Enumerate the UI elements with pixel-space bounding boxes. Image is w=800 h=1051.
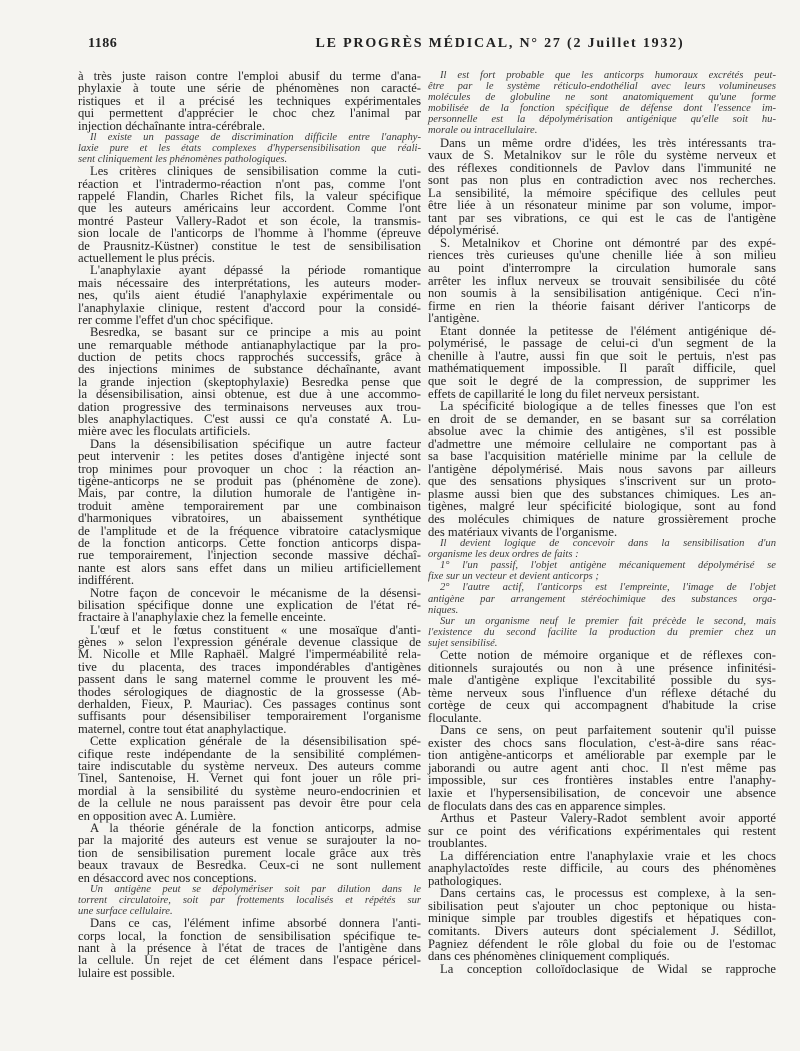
paragraph <box>78 70 421 132</box>
text-line: beaux travaux de Besredka. Ceux-ci ne sont nullement <box>78 858 421 873</box>
text-line: jaborandi ou autre agent anti choc. Il n'est même pas <box>428 760 776 775</box>
text-line: Pagniez défendent le rôle global du foie ou de l'estomac <box>428 936 776 951</box>
text-line: mobilisée de la fonction spécifique de défense dont l'essence im- <box>428 103 776 115</box>
text-line: sur ce point des vérifications expérimentales qui restent <box>428 823 776 838</box>
text-line: de la fonction anticorps. Cette fonction anticorps dispa- <box>78 535 421 550</box>
paragraph <box>428 887 776 962</box>
running-head: LE PROGRÈS MÉDICAL, N° 27 (2 Juillet 1932) <box>315 36 685 51</box>
text-line: injection déchaînante intra-cérébrale. <box>78 118 266 133</box>
text-line: la grande injection (skeptophylaxie) Besredka pense que <box>78 374 421 389</box>
text-line: niques. <box>428 604 459 616</box>
text-line: vaux de S. Metalnikov sur le rôle du système nerveux et <box>428 148 776 163</box>
right-column <box>428 70 776 975</box>
text-line: tion antigène-anticorps et améliorable par exemple par le <box>428 748 776 763</box>
left-column <box>78 70 421 979</box>
paragraph <box>428 724 776 812</box>
text-line: exister des chocs sans floculation, c'est-à-dire sans réac- <box>428 735 776 750</box>
paragraph <box>428 649 776 724</box>
text-line: la désensibilisation, ainsi obtenue, est due à une accommo- <box>78 387 421 402</box>
text-line: antigène par arrangement stéréochimique des substances orga- <box>428 593 776 605</box>
text-line: fixe sur un vecteur et devient anticorps ; <box>428 571 599 583</box>
paragraph <box>78 165 421 264</box>
text-line: maternel, contre tout état anaphylactique. <box>78 721 287 736</box>
text-line: Notre façon de concevoir le mécanisme de la désensi- <box>90 585 421 600</box>
paragraph <box>78 587 421 624</box>
text-line: qui permettent d'apprécier le choc chez l'animal par <box>78 106 421 121</box>
text-line: organisme les deux ordres de faits : <box>428 549 579 561</box>
text-line: taire indiscutable du système nerveux. Des auteurs comme <box>78 758 421 773</box>
text-line: tion de sensibilisation purement locale grâce aux très <box>78 845 421 860</box>
text-line: M. Nicolle et Mlle Raphaël. Malgré l'imperméabilité rela- <box>78 647 421 662</box>
text-line: des injections minimes de substance déchaînante, avant <box>78 362 421 377</box>
text-line: actuellement le plus précis. <box>78 250 216 265</box>
text-line: minique simple par troubles digestifs et hépatiques con- <box>428 911 776 926</box>
text-line: La conception colloïdoclasique de Widal se rapproche <box>440 961 776 976</box>
text-line: Il devient logique de concevoir dans la sensibilisation d'un <box>440 538 776 550</box>
text-line: mais nécessaire des interprétations, les auteurs moder- <box>78 275 421 290</box>
text-line: sujet sensibilisé. <box>428 637 498 649</box>
text-line: sont pas non plus en contradiction avec nos recherches. <box>428 173 776 188</box>
text-line: arrêter les influx nerveux se trouvait sensibilisée du côté <box>428 273 776 288</box>
text-line: réaction et l'intradermo-réaction n'ont pas, comme l'ont <box>78 176 421 191</box>
paragraph <box>428 400 776 538</box>
text-line: mordial à la sensibilité du système neuro-endocrinien et <box>78 783 421 798</box>
text-line: nant à la présence à l'état de traces de l'antigène dans <box>78 940 421 955</box>
text-line: gènes » selon l'expression générale devenue classique de <box>78 635 421 650</box>
text-line: dation progressive des terminaisons nerveuses aux trou- <box>78 399 421 414</box>
text-line: cortège de ceux qui accompagnent d'habitude la crise <box>428 698 776 713</box>
text-line: à très juste raison contre l'emploi abusif du terme d'ana- <box>78 69 421 83</box>
text-line: firme en rien la théorie faisant dériver l'anticorps de <box>428 298 776 313</box>
text-line: Dans la désensibilisation spécifique un autre facteur <box>90 436 421 451</box>
text-line: ditionnels surajoutés ou non à une présence infinitési- <box>428 660 776 675</box>
text-line: Un antigène peut se dépolymériser soit par dilution dans le <box>90 883 421 895</box>
text-line: l'antigène dépolymérisé. Mais nous savons par ailleurs <box>428 461 776 476</box>
text-line: en désaccord avec nos conceptions. <box>78 870 257 885</box>
text-line: cifique reste indépendante de la sensibilité complémen- <box>78 746 421 761</box>
text-line: que les auteurs américains leur accordent. Comme l'ont <box>78 201 421 216</box>
text-line: L'anaphylaxie ayant dépassé la période romantique <box>90 263 421 278</box>
paragraph <box>428 237 776 325</box>
italic-paragraph <box>428 70 776 137</box>
paragraph <box>78 735 421 822</box>
text-line: des molécules chimiques de nature grossièrement proche <box>428 511 776 526</box>
paragraph <box>428 850 776 888</box>
paragraph <box>78 264 421 326</box>
text-line: S. Metalnikov et Chorine ont démontré par des expé- <box>440 235 776 250</box>
italic-paragraph <box>78 884 421 917</box>
text-line: morale ou intracellulaire. <box>428 125 538 137</box>
italic-paragraph <box>428 560 776 582</box>
text-line: bilisation spécifique donne une explication de l'état ré- <box>78 597 421 612</box>
text-line: rappelé Flandin, Charles Richet fils, la valeur spécifique <box>78 189 421 204</box>
text-line: effets de capillarité le long du filet nerveux persistant. <box>428 386 700 401</box>
text-line: Tinel, Santenoise, H. Vernet qui font jouer un rôle pri- <box>78 771 421 786</box>
text-line: une surface cellulaire. <box>78 906 173 918</box>
text-line: tigènes, malgré leur spécificité biologique, sont au fond <box>428 499 776 514</box>
text-line: ristiques et il a précisé les techniques expérimentales <box>78 93 421 108</box>
text-line: mière avec les floculats artificiels. <box>78 424 251 439</box>
text-line: en opposition avec A. Lumière. <box>78 808 237 823</box>
italic-paragraph <box>428 538 776 560</box>
text-line: polymérisé, le passage de celui-ci d'un segment de la <box>428 336 776 351</box>
text-line: torrent circulatoire, soit par frottements localisés et répétés sur <box>78 894 421 906</box>
text-line: anaphylactoïdes reste difficile, au cours des phénomènes <box>428 861 776 876</box>
text-line: Il est fort probable que les anticorps humoraux excrétés peut- <box>440 70 776 81</box>
text-line: Dans un même ordre d'idées, les très intéressants tra- <box>440 135 776 150</box>
text-line: Etant donnée la petitesse de l'élément antigénique dé- <box>440 323 776 338</box>
text-line: la cellule. Un rejet de cet élément dans l'espace péricel- <box>78 953 421 968</box>
text-line: Dans ce sens, on peut parfaitement soutenir qu'il puisse <box>440 723 776 738</box>
text-line: d'admettre une mémoire cellulaire ne comportant pas à <box>428 436 776 451</box>
text-line: l'anaphylaxie clinique, restent d'accord pour la considé- <box>78 300 421 315</box>
paragraph <box>78 624 421 736</box>
text-line: duction de petits chocs rapprochés successifs, grâce à <box>78 350 421 365</box>
text-line: nes, qu'ils aient étudié l'anaphylaxie expérimentale ou <box>78 288 421 303</box>
text-line: molécules de globuline ne sont anatomiquement qu'une forme <box>428 92 776 104</box>
text-line: fractaire à l'anaphylaxie chez la femelle enceinte. <box>78 610 327 625</box>
paragraph <box>428 325 776 400</box>
text-line: riences très curieuses qu'une chenille liée à son milieu <box>428 248 776 263</box>
text-line: tème nerveux sous l'influence d'un réflexe détaché du <box>428 685 776 700</box>
text-line: floculante. <box>428 710 482 725</box>
paragraph <box>428 963 776 976</box>
text-line: La différenciation entre l'anaphylaxie vraie et les chocs <box>440 848 776 863</box>
text-line: derhalden, Fieux, P. Mauriac). Ces passages continus sont <box>78 697 421 712</box>
text-line: Dans ce cas, l'élément infime absorbé donnera l'anti- <box>90 916 421 931</box>
italic-paragraph <box>428 582 776 615</box>
text-line: thodes sérologiques de diagnostic de la grossesse (Ab- <box>78 684 421 699</box>
text-line: l'existence du second facilite la production du premier chez un <box>428 626 776 638</box>
text-line: par la majorité des auteurs est venue se surajouter la no- <box>78 833 421 848</box>
text-line: d'harmoniques vibratoires, un abaissement synthétique <box>78 511 421 526</box>
paragraph <box>78 822 421 884</box>
text-line: Besredka, se basant sur ce principe a mis au point <box>90 325 421 340</box>
text-line: de l'amplitude et de la fréquence vibratoire cataclysmique <box>78 523 421 538</box>
text-line: absolue avec la chimie des antigènes, s'il est possible <box>428 424 776 439</box>
text-line: pathologiques. <box>428 873 502 888</box>
paragraph <box>428 812 776 850</box>
text-line: rer comme l'effet d'un choc spécifique. <box>78 312 274 327</box>
text-line: A la théorie générale de la fonction anticorps, admise <box>90 820 421 835</box>
text-line: Cette notion de mémoire organique et de réflexes con- <box>440 648 776 662</box>
text-line: nante est alors sans effet dans un milieu artificiellement <box>78 560 421 575</box>
text-line: des matériaux vivants de l'organisme. <box>428 524 618 539</box>
text-line: une remarquable méthode antianaphylactique par la pro- <box>78 337 421 352</box>
text-line: en droit de se demander, en se basant sur sa corrélation <box>428 411 776 426</box>
text-line: tant par ses vibrations, ce qui est le cas de l'antigène <box>428 210 776 225</box>
text-line: 1° l'un passif, l'objet antigène mécaniquement dépolymérisé se <box>440 560 776 572</box>
text-line: que soit le degré de la compression, de supprimer les <box>428 373 776 388</box>
text-line: de floculats dans des cas en apparence simples. <box>428 798 666 813</box>
text-line: indifférent. <box>78 573 135 588</box>
text-line: Dans certains cas, le processus est complexe, à la sen- <box>440 886 776 901</box>
text-line: Arthus et Pasteur Valery-Radot semblent avoir apporté <box>440 811 776 826</box>
text-line: troduit amène temporairement par une combinaison <box>78 498 421 513</box>
text-line: tigène-anticorps ne se produit pas (phénomène de zone). <box>78 474 421 488</box>
text-line: male d'antigène explique l'excitabilité possible du sys- <box>428 673 776 688</box>
text-line: bles anaphylactiques. C'est aussi ce qu'a constaté A. Lu- <box>78 412 421 427</box>
text-line: sion locale de l'anticorps de l'homme à l'homme (épreuve <box>78 226 421 241</box>
text-line: phylaxie à toute une série de phénomènes non caracté- <box>78 81 421 96</box>
text-line: rue temporairement, l'injection seconde massive déchaî- <box>78 548 421 563</box>
text-line: Sur un organisme neuf le premier fait précède le second, mais <box>440 615 776 627</box>
text-line: tive du placenta, des traces impondérables d'antigènes <box>78 659 421 674</box>
text-line: sent cliniquement les phénomènes pathologiques. <box>78 154 288 166</box>
text-line: Mais, par contre, la dilution humorale de l'antigène in- <box>78 486 421 501</box>
text-line: suffisants pour désensibiliser temporairement l'organisme <box>78 709 421 724</box>
text-line: laxie et l'hypersensibilisation, de concevoir une absence <box>428 786 776 801</box>
text-line: laxie pure et les états complexes d'hypersensibilisation que réali- <box>78 143 421 155</box>
text-line: de la cellule ne nous paraissent pas devoir être pour cela <box>78 796 421 811</box>
text-line: trop minimes pour provoquer un choc : la réaction an- <box>78 461 421 476</box>
text-line: 2° l'autre actif, l'anticorps est l'empreinte, l'image de l'objet <box>440 582 776 594</box>
text-line: de Prausnitz-Küstner) constitue le test de sensibilisation <box>78 238 421 253</box>
text-line: Cette explication générale de la désensibilisation spé- <box>90 734 421 749</box>
text-line: sa base l'acquisition matérielle minime par la cellule de <box>428 449 776 464</box>
text-line: La sensibilité, la mémoire spécifique des cellules peut <box>428 185 776 200</box>
text-line: personnelle est la dépolymérisation antigénique qu'elle soit hu- <box>428 114 776 126</box>
text-line: sibilisation peut s'ajouter un choc peptonique ou hista- <box>428 898 776 913</box>
text-line: non soumis à la sensibilisation antigénique. Ceci n'in- <box>428 286 776 301</box>
paragraph <box>428 137 776 237</box>
text-line: dans ces phénomènes cliniquement compliqués. <box>428 949 670 964</box>
text-line: peut intervenir : les petites doses d'antigène injecté sont <box>78 449 421 464</box>
paragraph <box>78 917 421 979</box>
text-line: dépolymérisé. <box>428 223 499 238</box>
text-line: comitants. Divers auteurs dont spécialement J. Sédillot, <box>428 924 776 939</box>
text-line: lulaire est possible. <box>78 965 175 980</box>
paragraph <box>78 326 421 438</box>
text-line: L'œuf et le fœtus constituent « une mosaïque d'anti- <box>90 622 421 637</box>
text-line: Il existe un passage de discrimination difficile entre l'anaphy- <box>90 131 421 143</box>
text-line: que des sensations physiques s'inscrivent sur un proto- <box>428 474 776 489</box>
text-line: plasme aussi bien que des substances chimiques. Les an- <box>428 486 776 501</box>
italic-paragraph <box>428 616 776 649</box>
text-line: La spécificité biologique a de telles finesses que l'on est <box>440 399 776 414</box>
text-line: l'antigène. <box>428 311 480 326</box>
italic-paragraph <box>78 132 421 165</box>
text-line: impossible, sur ces frontières instables entre l'anaphy- <box>428 773 776 788</box>
text-line: corps local, la fonction de sensibilisation spécifique te- <box>78 928 421 943</box>
text-line: être liée à un résonateur minime par son volume, impor- <box>428 198 776 213</box>
text-line: montré Pasteur Vallery-Radot et son école, la transmis- <box>78 213 421 228</box>
paragraph <box>78 438 421 587</box>
text-line: chenille à l'autre, aussi fin que soit le pertuis, n'est pas <box>428 348 776 363</box>
text-line: des réflexes conditionnels de Pavlov dans l'immunité ne <box>428 160 776 175</box>
text-line: passent dans le sang maternel comme le prouvent les mé- <box>78 672 421 687</box>
text-line: Les critères cliniques de sensibilisation comme la cuti- <box>90 164 421 179</box>
text-line: au point d'interrompre la circulation humorale sans <box>428 261 776 276</box>
text-line: troublantes. <box>428 836 488 851</box>
text-line: être par le système réticulo-endothélial avec leurs volumineuses <box>428 81 776 93</box>
page-number: 1186 <box>88 36 118 51</box>
text-line: mathématiquement impossible. Il paraît difficile, quel <box>428 361 776 376</box>
